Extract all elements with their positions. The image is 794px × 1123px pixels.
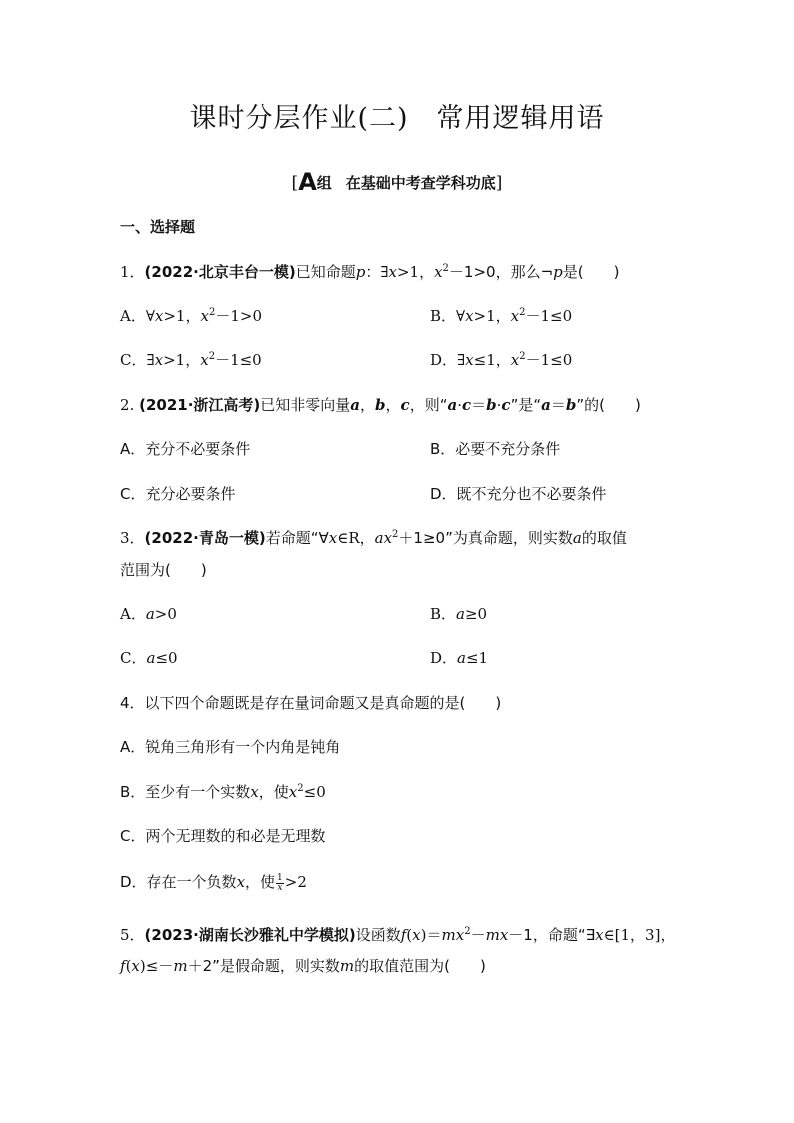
question-5-stem-line2: f(x)≤－m＋2”是假命题，则实数m的取值范围为( ) xyxy=(120,957,486,975)
question-2-option-c[interactable]: C．充分必要条件 xyxy=(120,485,236,503)
page-title xyxy=(0,96,794,135)
title-main: 课时分层作业(二) xyxy=(189,103,409,134)
question-4-stem: 4．以下四个命题既是存在量词命题又是真命题的是( ) xyxy=(120,694,502,712)
question-3-option-d[interactable]: D．a≤1 xyxy=(430,649,489,667)
question-1-option-a[interactable]: A．∀x>1，$x^2-1>0$ xyxy=(120,307,262,325)
question-5-stem: 5．(2023·湖南长沙雅礼中学模拟)设函数$f(x)=mx^2-mx-1$，命题“∃x∈[1，3]， xyxy=(120,926,676,944)
section-heading: 一、选择题 xyxy=(120,218,196,236)
group-letter: A xyxy=(298,168,317,196)
question-3-stem: 3．(2022·青岛一模)若命题“∀x∈R，$ax^2+1\ge 0$”为真命题，则实数a的取值 xyxy=(120,529,627,547)
question-3-option-b[interactable]: B．a≥0 xyxy=(430,605,488,623)
question-3-option-a[interactable]: A．a>0 xyxy=(120,605,177,623)
question-2-option-b[interactable]: B．必要不充分条件 xyxy=(430,440,561,458)
group-description: 在基础中考查学科功底 xyxy=(345,174,496,192)
question-4-option-d[interactable]: D．存在一个负数x，使 $\frac{1}{x}$ >2 xyxy=(120,872,307,893)
fraction-one-over-x: $\frac{1}{x}$ xyxy=(277,872,283,893)
question-1-stem: 1．(2022·北京丰台一模)已知命题p：∃x>1，$x^2-1>0$，那么¬p是( ) xyxy=(120,263,620,281)
question-2-option-d[interactable]: D．既不充分也不必要条件 xyxy=(430,485,607,503)
question-4-option-a[interactable]: A．锐角三角形有一个内角是钝角 xyxy=(120,738,341,756)
question-1-option-d[interactable]: D．∃x≤1，$x^2-1\le 0$ xyxy=(430,351,573,369)
question-2-stem: 2. (2021·浙江高考)已知非零向量a，b，c，则“a·c＝b·c”是“a＝b”的( ) xyxy=(120,396,641,414)
title-sub: 常用逻辑用语 xyxy=(436,103,605,134)
group-heading: [A组 在基础中考查学科功底] xyxy=(291,168,503,196)
question-1-option-b[interactable]: B．∀x>1，$x^2-1\le 0$ xyxy=(430,307,573,325)
question-2-option-a[interactable]: A．充分不必要条件 xyxy=(120,440,251,458)
question-3-option-c[interactable]: C．a≤0 xyxy=(120,649,178,667)
question-1-option-c[interactable]: C．∃x>1，$x^2-1\le 0$ xyxy=(120,351,262,369)
question-4-option-c[interactable]: C．两个无理数的和必是无理数 xyxy=(120,827,326,845)
question-3-stem-line2: 范围为( ) xyxy=(120,561,207,579)
question-4-option-b[interactable]: B．至少有一个实数x，使$x^2\le 0$ xyxy=(120,783,326,801)
